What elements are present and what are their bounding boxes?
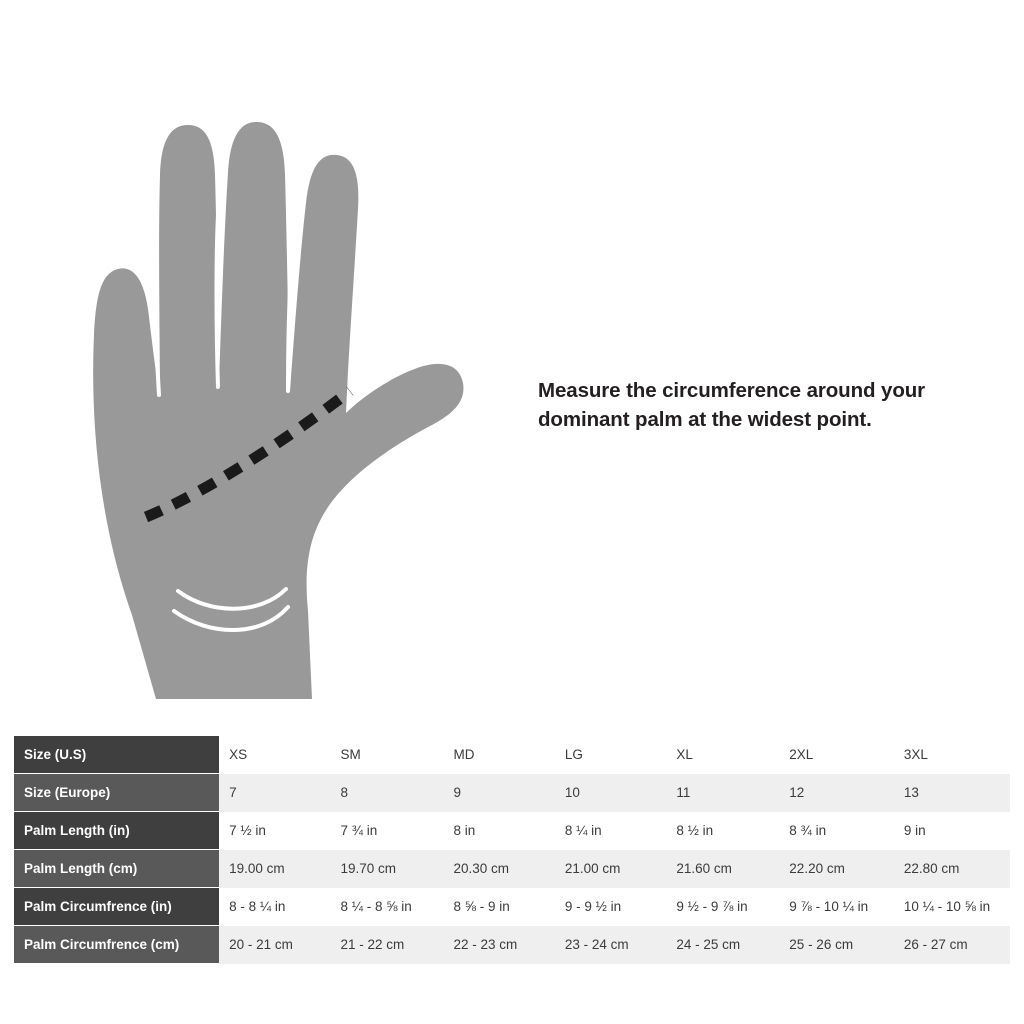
hand-silhouette bbox=[93, 122, 463, 699]
row-header: Size (Europe) bbox=[14, 774, 219, 812]
table-cell: 8 ½ in bbox=[666, 812, 779, 850]
row-header: Palm Length (cm) bbox=[14, 850, 219, 888]
row-header: Size (U.S) bbox=[14, 736, 219, 774]
table-cell: LG bbox=[555, 736, 666, 774]
table-cell: 13 bbox=[894, 774, 1010, 812]
table-cell: 26 - 27 cm bbox=[894, 926, 1010, 964]
table-cell: 7 ¾ in bbox=[330, 812, 443, 850]
table-cell: 8 ¼ in bbox=[555, 812, 666, 850]
table-cell: 9 ⅞ - 10 ¼ in bbox=[779, 888, 894, 926]
table-row bbox=[14, 774, 1010, 812]
table-cell: 12 bbox=[779, 774, 894, 812]
table-cell: 2XL bbox=[779, 736, 894, 774]
table-cell: 22.20 cm bbox=[779, 850, 894, 888]
row-header: Palm Circumfrence (cm) bbox=[14, 926, 219, 964]
measure-instruction-text: Measure the circumference around your dominant palm at the widest point. bbox=[538, 379, 926, 432]
table-row bbox=[14, 926, 1010, 964]
table-cell: 10 bbox=[555, 774, 666, 812]
table-row bbox=[14, 736, 1010, 774]
table-cell: SM bbox=[330, 736, 443, 774]
table-row bbox=[14, 812, 1010, 850]
row-header: Palm Length (in) bbox=[14, 812, 219, 850]
table-cell: 8 bbox=[330, 774, 443, 812]
table-cell: 19.00 cm bbox=[219, 850, 330, 888]
table-cell: 8 ¼ - 8 ⅝ in bbox=[330, 888, 443, 926]
hand-diagram-svg bbox=[60, 95, 500, 715]
table-cell: 24 - 25 cm bbox=[666, 926, 779, 964]
table-cell: 8 ⅝ - 9 in bbox=[443, 888, 554, 926]
table-cell: 21 - 22 cm bbox=[330, 926, 443, 964]
table-cell: 21.00 cm bbox=[555, 850, 666, 888]
row-header: Palm Circumfrence (in) bbox=[14, 888, 219, 926]
table-cell: 7 bbox=[219, 774, 330, 812]
table-cell: 20.30 cm bbox=[443, 850, 554, 888]
table-cell: 9 bbox=[443, 774, 554, 812]
table-cell: 20 - 21 cm bbox=[219, 926, 330, 964]
table-cell: 22 - 23 cm bbox=[443, 926, 554, 964]
table-row bbox=[14, 888, 1010, 926]
table-cell: 8 ¾ in bbox=[779, 812, 894, 850]
table-cell: XL bbox=[666, 736, 779, 774]
table-cell: MD bbox=[443, 736, 554, 774]
size-chart-body bbox=[14, 736, 1010, 964]
table-cell: 11 bbox=[666, 774, 779, 812]
table-cell: 9 - 9 ½ in bbox=[555, 888, 666, 926]
table-cell: 8 in bbox=[443, 812, 554, 850]
table-cell: XS bbox=[219, 736, 330, 774]
table-cell: 3XL bbox=[894, 736, 1010, 774]
table-cell: 23 - 24 cm bbox=[555, 926, 666, 964]
table-cell: 10 ¼ - 10 ⅝ in bbox=[894, 888, 1010, 926]
size-chart-table bbox=[14, 735, 1010, 964]
table-cell: 22.80 cm bbox=[894, 850, 1010, 888]
table-row bbox=[14, 850, 1010, 888]
table-cell: 19.70 cm bbox=[330, 850, 443, 888]
table-cell: 9 ½ - 9 ⅞ in bbox=[666, 888, 779, 926]
table-cell: 21.60 cm bbox=[666, 850, 779, 888]
table-cell: 9 in bbox=[894, 812, 1010, 850]
table-cell: 25 - 26 cm bbox=[779, 926, 894, 964]
table-cell: 7 ½ in bbox=[219, 812, 330, 850]
table-cell: 8 - 8 ¼ in bbox=[219, 888, 330, 926]
